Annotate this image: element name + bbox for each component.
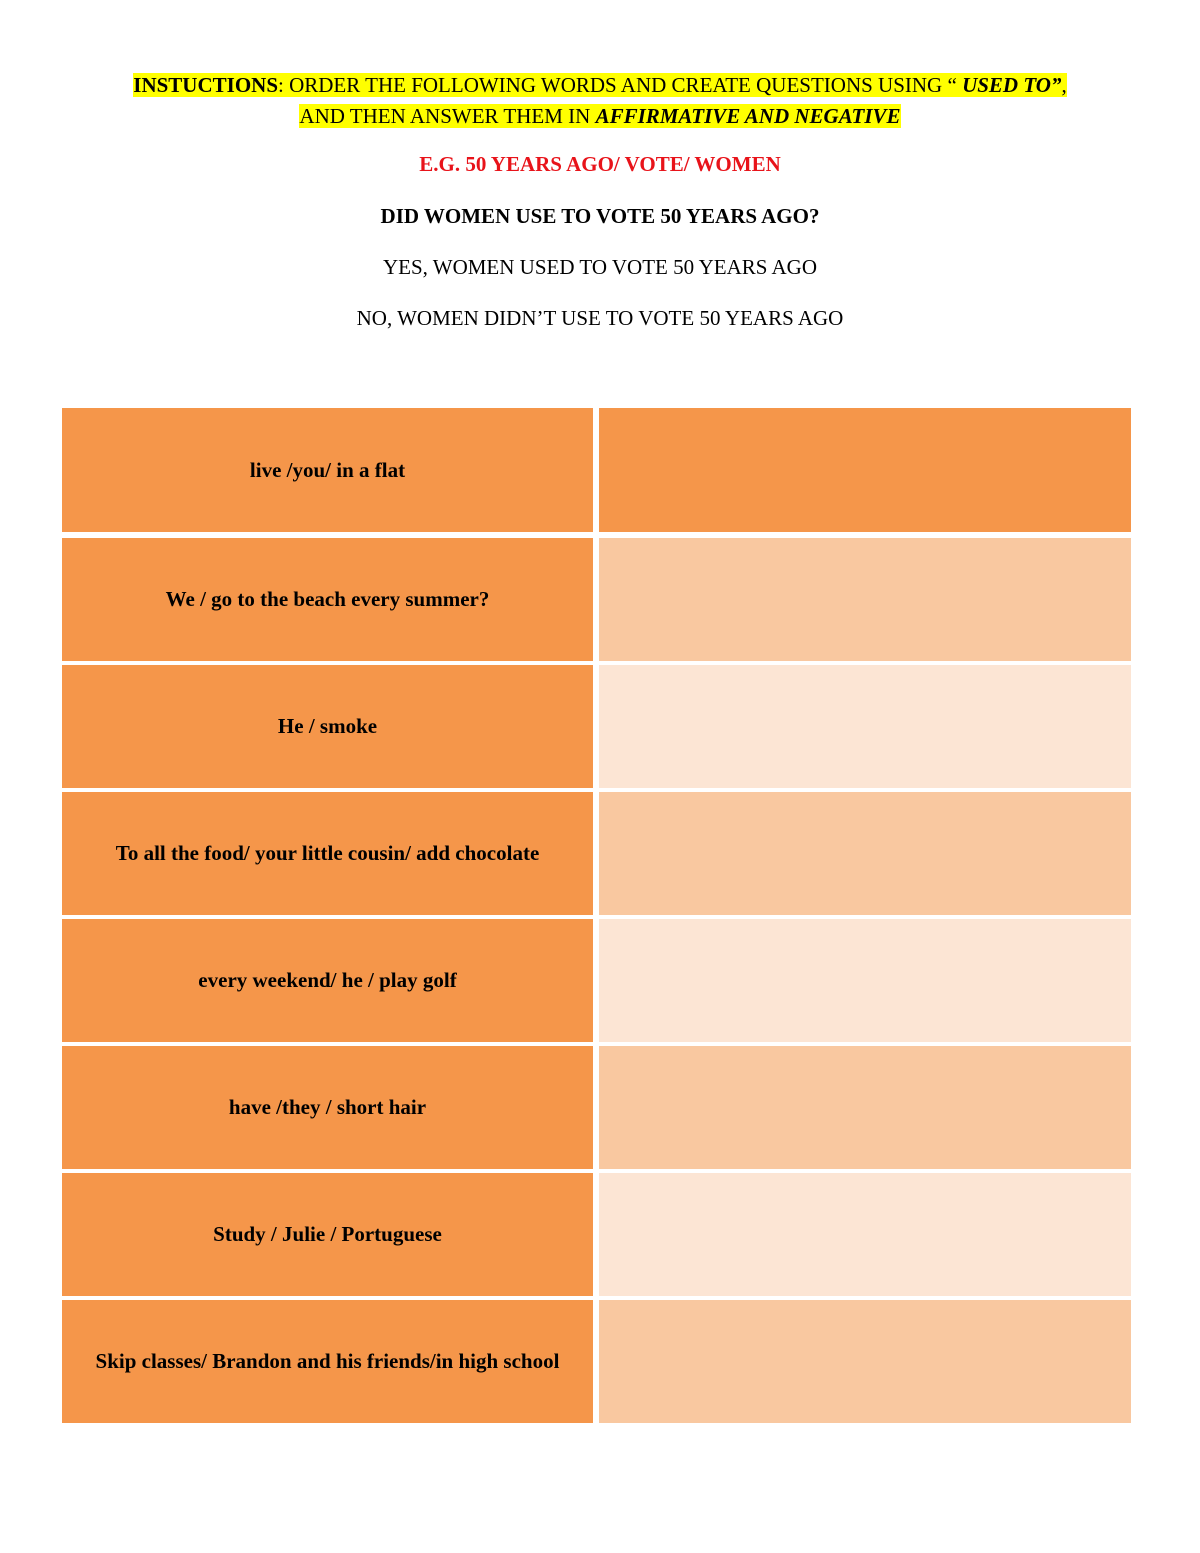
prompt-cell: live /you/ in a flat — [62, 408, 593, 532]
table-row — [62, 1046, 1131, 1169]
example-question: DID WOMEN USE TO VOTE 50 YEARS AGO? — [380, 204, 820, 228]
table-row — [62, 792, 1131, 915]
answer-cell[interactable] — [599, 538, 1131, 661]
answer-cell[interactable] — [599, 1173, 1131, 1296]
table-row — [62, 408, 1131, 532]
prompt-cell: Skip classes/ Brandon and his friends/in high school — [62, 1300, 593, 1423]
instructions-text-3: AND THEN ANSWER THEM IN — [299, 104, 596, 128]
instructions-line-1 — [60, 70, 1140, 101]
exercise-table — [62, 408, 1131, 1427]
instructions — [60, 70, 1140, 132]
instructions-text-1: : ORDER THE FOLLOWING WORDS AND CREATE QUESTIONS USING “ — [278, 73, 963, 97]
answer-cell[interactable] — [599, 1300, 1131, 1423]
affirmative-negative-phrase: AFFIRMATIVE AND NEGATIVE — [595, 104, 901, 128]
answer-cell[interactable] — [599, 665, 1131, 788]
answer-cell[interactable] — [599, 1046, 1131, 1169]
instructions-text-2: , — [1061, 73, 1067, 97]
table-row — [62, 1300, 1131, 1423]
answer-cell[interactable] — [599, 408, 1131, 532]
answer-cell[interactable] — [599, 919, 1131, 1042]
prompt-cell: He / smoke — [62, 665, 593, 788]
instructions-label: INSTUCTIONS — [133, 73, 278, 97]
example-prompt: E.G. 50 YEARS AGO/ VOTE/ WOMEN — [419, 152, 781, 176]
table-row — [62, 1173, 1131, 1296]
prompt-cell: To all the food/ your little cousin/ add chocolate — [62, 792, 593, 915]
example-affirmative-answer: YES, WOMEN USED TO VOTE 50 YEARS AGO — [382, 255, 818, 279]
example-negative-answer: NO, WOMEN DIDN’T USE TO VOTE 50 YEARS AGO — [356, 306, 844, 330]
table-row — [62, 665, 1131, 788]
table-row — [62, 538, 1131, 661]
prompt-cell: have /they / short hair — [62, 1046, 593, 1169]
used-to-phrase: USED TO” — [962, 73, 1062, 97]
instructions-line-2 — [60, 101, 1140, 132]
answer-cell[interactable] — [599, 792, 1131, 915]
table-row — [62, 919, 1131, 1042]
prompt-cell: every weekend/ he / play golf — [62, 919, 593, 1042]
prompt-cell: We / go to the beach every summer? — [62, 538, 593, 661]
prompt-cell: Study / Julie / Portuguese — [62, 1173, 593, 1296]
